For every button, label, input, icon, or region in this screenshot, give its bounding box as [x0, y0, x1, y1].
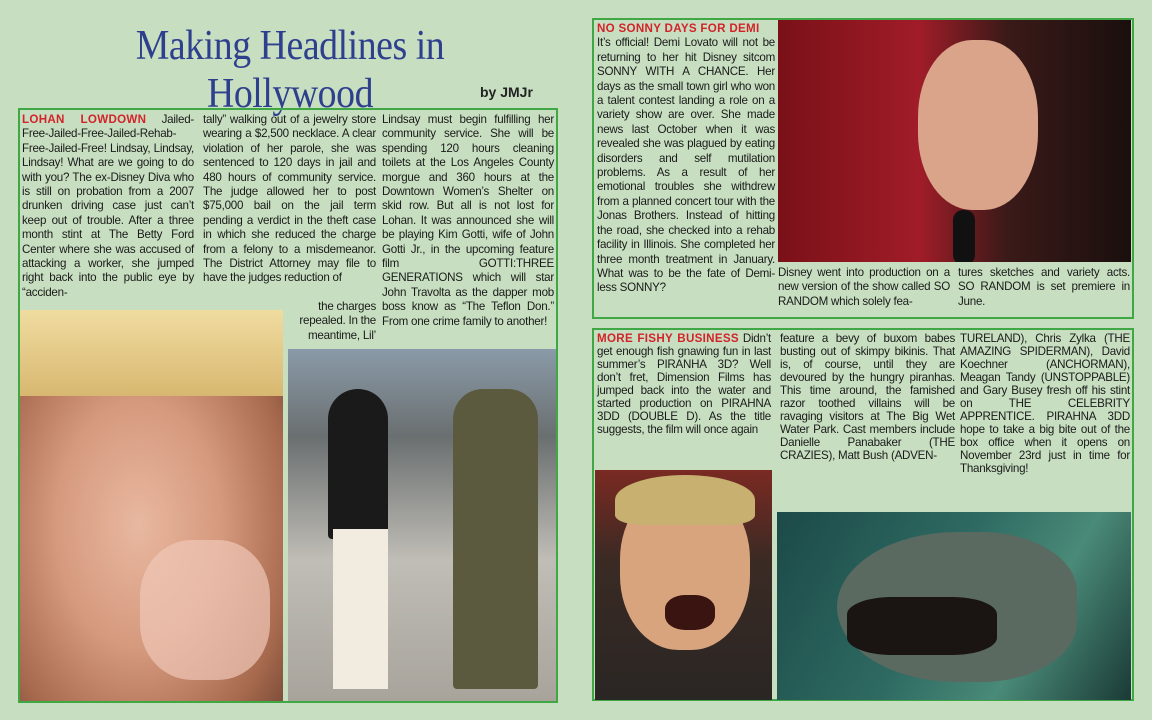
- piranha-text-1: Didn’t get enough fish gnawing fun in last summer’s PIRANHA 3D? Well don’t fret, Dimension Films has jumped back into the water and started production on PIRAHNA 3DD (DOUBLE D). As the title suggests, the film will once again: [597, 332, 771, 436]
- lohan-closeup-photo: [20, 310, 283, 701]
- demi-column-1: [597, 22, 775, 296]
- demi-column-2: Disney went into production on a new version of the show called SO RANDOM which solely fea-: [778, 266, 950, 308]
- lohan-column-1: [22, 113, 194, 300]
- piranha-heading: MORE FISHY BUSINESS: [597, 332, 739, 345]
- piranha-column-1: [597, 332, 771, 436]
- lohan-heading: LOHAN LOWDOWN: [22, 113, 147, 126]
- page-title: Making Headlines in Hollywood: [135, 23, 445, 117]
- gary-busey-photo: [595, 470, 772, 700]
- lohan-column-2: tally” walking out of a jewelry store wearing a $2,500 necklace. A clear violation of her parole, she was sentenced to 120 days in jail and 480 hours of community service. The judge allowed her to post $75,000 bail on the jail term pending a verdict in the theft case in which she reduced the charge from a felony to a misdemeanor. The District Attorney may file to have the judges reduction of: [203, 113, 376, 285]
- demi-column-3: tures sketches and variety acts. SO RANDOM is set premiere in June.: [958, 266, 1130, 308]
- lohan-column-3: Lindsay must begin fulfilling her community service. She will be spending 120 hours cleaning toilets at the Los Angeles County morgue and 360 hours at the Downtown Women’s Shelter on skid row. But all is not lost for Lohan. It was announced she will be playing Kim Gotti, wife of John Gotti Jr., in the upcoming feature film GOTTI:THREE GENERATIONS which will star John Travolta as the dapper mob boss know as “The Teflon Don.” From one crime family to another!: [382, 113, 554, 328]
- piranha-photo: [777, 512, 1131, 700]
- piranha-column-2: feature a bevy of buxom babes busting out of skimpy bikinis. That is, of course, until they are devoured by the hungry piranhas. This time around, the famished razor toothed villains will be ravaging visitors at The Big Wet Water Park. Cast members include Danielle Panabaker (THE CRAZIES), Matt Bush (ADVEN-: [780, 332, 955, 462]
- lohan-text-1: Jailed-Free-Jailed-Free-Jailed-Rehab-Free-Jailed-Free! Lindsay, Lindsay, Lindsay! What are we going to do with you? The ex-Disney Diva who is still on probation from a 2007 drunken driving case just can’t keep out of trouble. After a three month stint at The Betty Ford Center where she was accused of attacking a worker, she jumped right back into the public eye by “acciden-: [22, 113, 194, 299]
- demi-lovato-photo: [778, 20, 1131, 262]
- piranha-column-3: TURELAND), Chris Zylka (THE AMAZING SPIDERMAN), David Koechner (ANCHORMAN), Meagan Tandy (UNSTOPPABLE) and Gary Busey fresh off his stint on THE CELEBRITY APPRENTICE. PIRAHNA 3DD hope to take a big bite out of the box office when it opens on November 23rd just in time for Thanksgiving!: [960, 332, 1130, 475]
- lohan-column-2-end: the charges repealed. In the meantime, Lil’: [299, 300, 376, 342]
- byline: by JMJr: [480, 84, 533, 100]
- lohan-court-photo: [288, 349, 556, 701]
- demi-text-1: It’s official! Demi Lovato will not be returning to her hit Disney sitcom SONNY WITH A CHANCE. Her days as the small town girl who won a talent contest landing a role on a variety show are over. She made news last October when it was revealed she was plagued by eating disorders and self mutilation problems. As a result of her emotional troubles she withdrew from a planned concert tour with the Jonas Brothers. Instead of hitting the road, she checked into a rehab facility in Illinois. She completed her three month treatment in January. What was to be the fate of Demi-less SONNY?: [597, 36, 775, 295]
- demi-heading: NO SONNY DAYS FOR DEMI: [597, 22, 760, 35]
